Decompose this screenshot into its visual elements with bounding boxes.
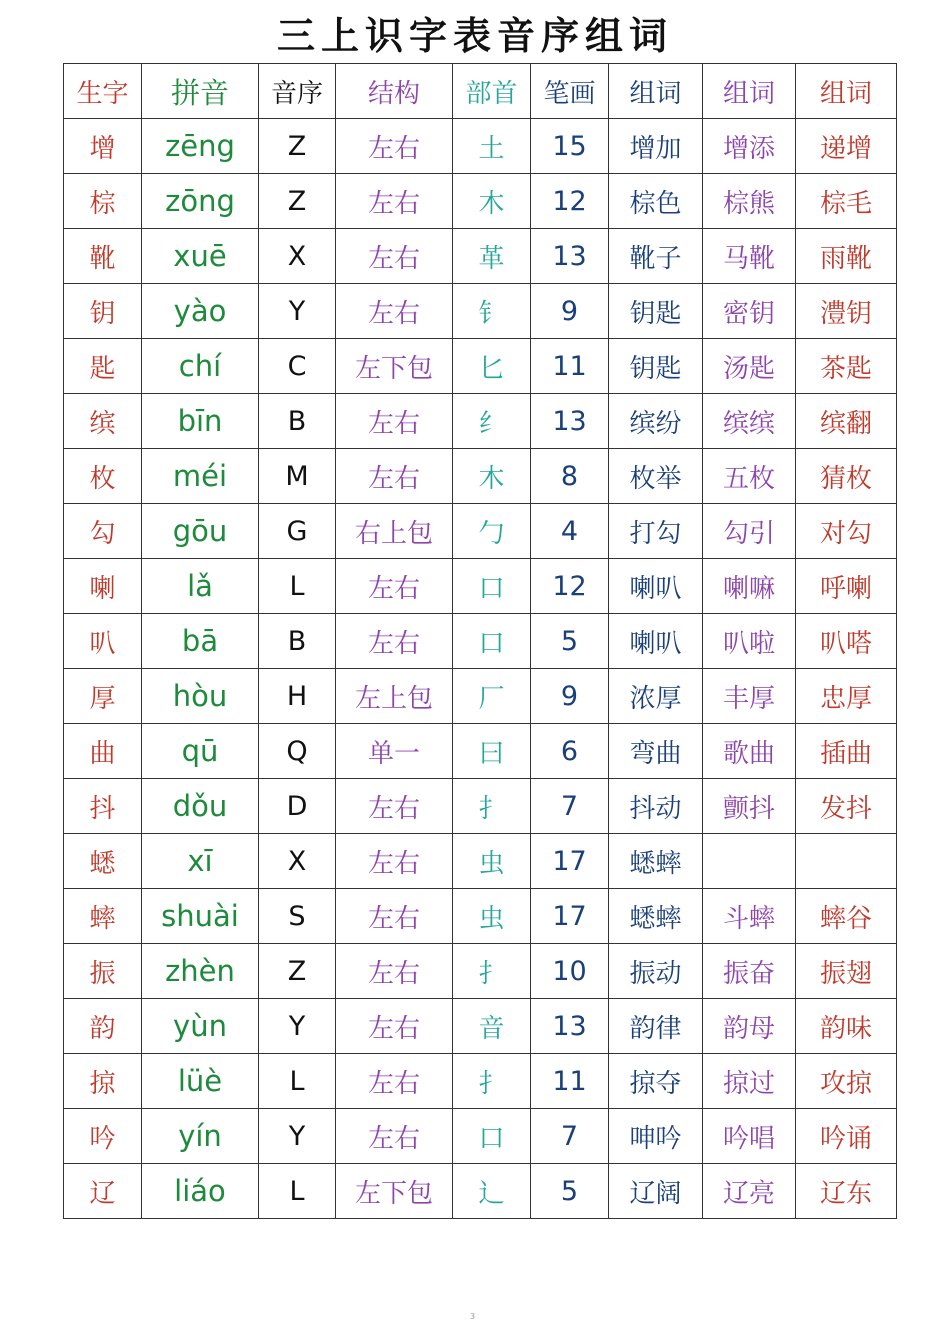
cell-pinyin: yào xyxy=(142,284,259,339)
cell-word-3: 对勾 xyxy=(796,504,897,559)
cell-order: Q xyxy=(259,724,336,779)
cell-word-2: 丰厚 xyxy=(703,669,796,724)
cell-radical: 土 xyxy=(453,119,531,174)
table-body xyxy=(64,119,897,1219)
cell-pinyin: shuài xyxy=(142,889,259,944)
page-number: 3 xyxy=(470,1312,476,1321)
cell-pinyin: gōu xyxy=(142,504,259,559)
cell-word-2: 增添 xyxy=(703,119,796,174)
header-word-3: 组词 xyxy=(796,64,897,119)
cell-strokes: 11 xyxy=(531,339,609,394)
cell-order: X xyxy=(259,229,336,284)
cell-char: 喇 xyxy=(64,559,142,614)
cell-word-3: 攻掠 xyxy=(796,1054,897,1109)
cell-structure: 左右 xyxy=(336,394,453,449)
cell-structure: 左右 xyxy=(336,834,453,889)
cell-char: 叭 xyxy=(64,614,142,669)
cell-order: X xyxy=(259,834,336,889)
cell-structure: 左右 xyxy=(336,284,453,339)
header-char: 生字 xyxy=(64,64,142,119)
cell-order: Z xyxy=(259,944,336,999)
cell-order: S xyxy=(259,889,336,944)
page-title: 三上识字表音序组词 xyxy=(276,14,673,58)
header-radical: 部首 xyxy=(453,64,531,119)
cell-strokes: 13 xyxy=(531,999,609,1054)
cell-word-2: 缤缤 xyxy=(703,394,796,449)
cell-word-3: 插曲 xyxy=(796,724,897,779)
header-strokes: 笔画 xyxy=(531,64,609,119)
cell-order: M xyxy=(259,449,336,504)
cell-pinyin: xī xyxy=(142,834,259,889)
cell-pinyin: qū xyxy=(142,724,259,779)
cell-structure: 左上包 xyxy=(336,669,453,724)
cell-char: 蟋 xyxy=(64,834,142,889)
cell-word-1: 蟋蟀 xyxy=(609,834,703,889)
cell-order: Y xyxy=(259,284,336,339)
table-row xyxy=(64,339,897,394)
cell-word-1: 枚举 xyxy=(609,449,703,504)
cell-strokes: 7 xyxy=(531,779,609,834)
header-word-1: 组词 xyxy=(609,64,703,119)
cell-order: D xyxy=(259,779,336,834)
table-row xyxy=(64,779,897,834)
cell-pinyin: hòu xyxy=(142,669,259,724)
cell-order: L xyxy=(259,1054,336,1109)
cell-word-2: 颤抖 xyxy=(703,779,796,834)
cell-word-2: 掠过 xyxy=(703,1054,796,1109)
cell-order: B xyxy=(259,394,336,449)
cell-radical: 勹 xyxy=(453,504,531,559)
cell-structure: 左右 xyxy=(336,559,453,614)
cell-word-1: 浓厚 xyxy=(609,669,703,724)
table-row xyxy=(64,889,897,944)
cell-word-3: 雨靴 xyxy=(796,229,897,284)
cell-radical: 扌 xyxy=(453,1054,531,1109)
cell-word-2: 密钥 xyxy=(703,284,796,339)
cell-word-1: 喇叭 xyxy=(609,559,703,614)
cell-char: 辽 xyxy=(64,1164,142,1219)
cell-word-2: 棕熊 xyxy=(703,174,796,229)
cell-word-3: 韵味 xyxy=(796,999,897,1054)
cell-structure: 左右 xyxy=(336,1054,453,1109)
table-row xyxy=(64,119,897,174)
cell-word-1: 喇叭 xyxy=(609,614,703,669)
cell-word-2: 歌曲 xyxy=(703,724,796,779)
cell-word-3: 呼喇 xyxy=(796,559,897,614)
cell-word-1: 棕色 xyxy=(609,174,703,229)
cell-word-1: 弯曲 xyxy=(609,724,703,779)
cell-word-3: 蟀谷 xyxy=(796,889,897,944)
cell-word-1: 辽阔 xyxy=(609,1164,703,1219)
cell-word-2: 辽亮 xyxy=(703,1164,796,1219)
cell-word-3: 猜枚 xyxy=(796,449,897,504)
cell-word-3: 茶匙 xyxy=(796,339,897,394)
cell-word-2: 叭啦 xyxy=(703,614,796,669)
cell-structure: 左右 xyxy=(336,1109,453,1164)
table-row xyxy=(64,999,897,1054)
cell-word-2: 振奋 xyxy=(703,944,796,999)
cell-char: 增 xyxy=(64,119,142,174)
cell-word-2: 勾引 xyxy=(703,504,796,559)
cell-structure: 左右 xyxy=(336,174,453,229)
cell-structure: 左右 xyxy=(336,779,453,834)
cell-strokes: 4 xyxy=(531,504,609,559)
cell-radical: 虫 xyxy=(453,834,531,889)
cell-strokes: 12 xyxy=(531,174,609,229)
cell-order: L xyxy=(259,559,336,614)
cell-pinyin: bā xyxy=(142,614,259,669)
cell-radical: 口 xyxy=(453,559,531,614)
cell-radical: 扌 xyxy=(453,779,531,834)
cell-char: 厚 xyxy=(64,669,142,724)
cell-structure: 左右 xyxy=(336,889,453,944)
table-row xyxy=(64,1109,897,1164)
cell-pinyin: zōng xyxy=(142,174,259,229)
cell-strokes: 5 xyxy=(531,614,609,669)
cell-structure: 左下包 xyxy=(336,1164,453,1219)
table-row xyxy=(64,834,897,889)
cell-word-3: 吟诵 xyxy=(796,1109,897,1164)
table-row xyxy=(64,394,897,449)
cell-word-3: 发抖 xyxy=(796,779,897,834)
table-row xyxy=(64,944,897,999)
cell-order: Y xyxy=(259,999,336,1054)
cell-radical: 音 xyxy=(453,999,531,1054)
header-word-2: 组词 xyxy=(703,64,796,119)
cell-pinyin: lǎ xyxy=(142,559,259,614)
cell-structure: 左右 xyxy=(336,449,453,504)
cell-word-2: 吟唱 xyxy=(703,1109,796,1164)
cell-radical: 木 xyxy=(453,174,531,229)
table-row xyxy=(64,229,897,284)
table-row xyxy=(64,1054,897,1109)
cell-word-3: 振翅 xyxy=(796,944,897,999)
cell-structure: 左下包 xyxy=(336,339,453,394)
cell-char: 韵 xyxy=(64,999,142,1054)
table-row xyxy=(64,559,897,614)
cell-strokes: 9 xyxy=(531,669,609,724)
cell-strokes: 8 xyxy=(531,449,609,504)
table-row xyxy=(64,174,897,229)
cell-pinyin: zhèn xyxy=(142,944,259,999)
cell-word-1: 抖动 xyxy=(609,779,703,834)
cell-word-1: 靴子 xyxy=(609,229,703,284)
cell-pinyin: yín xyxy=(142,1109,259,1164)
cell-char: 钥 xyxy=(64,284,142,339)
cell-strokes: 10 xyxy=(531,944,609,999)
cell-pinyin: dǒu xyxy=(142,779,259,834)
cell-char: 蟀 xyxy=(64,889,142,944)
cell-word-2: 韵母 xyxy=(703,999,796,1054)
cell-order: Z xyxy=(259,119,336,174)
cell-structure: 左右 xyxy=(336,229,453,284)
cell-word-1: 增加 xyxy=(609,119,703,174)
vocabulary-table xyxy=(63,63,897,1219)
cell-char: 缤 xyxy=(64,394,142,449)
cell-pinyin: liáo xyxy=(142,1164,259,1219)
cell-order: H xyxy=(259,669,336,724)
cell-word-3 xyxy=(796,834,897,889)
cell-char: 振 xyxy=(64,944,142,999)
header-row xyxy=(64,64,897,119)
cell-structure: 左右 xyxy=(336,614,453,669)
cell-char: 曲 xyxy=(64,724,142,779)
cell-char: 掠 xyxy=(64,1054,142,1109)
cell-strokes: 6 xyxy=(531,724,609,779)
cell-strokes: 13 xyxy=(531,229,609,284)
cell-word-1: 振动 xyxy=(609,944,703,999)
cell-order: L xyxy=(259,1164,336,1219)
cell-radical: 辶 xyxy=(453,1164,531,1219)
cell-radical: 革 xyxy=(453,229,531,284)
cell-strokes: 9 xyxy=(531,284,609,339)
cell-radical: 木 xyxy=(453,449,531,504)
table-row xyxy=(64,449,897,504)
cell-radical: 纟 xyxy=(453,394,531,449)
cell-word-2: 马靴 xyxy=(703,229,796,284)
header-structure: 结构 xyxy=(336,64,453,119)
cell-strokes: 7 xyxy=(531,1109,609,1164)
cell-word-2: 五枚 xyxy=(703,449,796,504)
cell-radical: 虫 xyxy=(453,889,531,944)
cell-order: Y xyxy=(259,1109,336,1164)
cell-strokes: 12 xyxy=(531,559,609,614)
cell-structure: 右上包 xyxy=(336,504,453,559)
cell-word-1: 呻吟 xyxy=(609,1109,703,1164)
cell-char: 靴 xyxy=(64,229,142,284)
table-row xyxy=(64,724,897,779)
cell-char: 吟 xyxy=(64,1109,142,1164)
table-row xyxy=(64,284,897,339)
cell-word-3: 递增 xyxy=(796,119,897,174)
header-pinyin: 拼音 xyxy=(142,64,259,119)
cell-radical: 口 xyxy=(453,1109,531,1164)
cell-word-3: 缤翻 xyxy=(796,394,897,449)
cell-char: 抖 xyxy=(64,779,142,834)
cell-order: C xyxy=(259,339,336,394)
cell-char: 枚 xyxy=(64,449,142,504)
cell-pinyin: lüè xyxy=(142,1054,259,1109)
cell-radical: 厂 xyxy=(453,669,531,724)
cell-word-1: 钥匙 xyxy=(609,339,703,394)
cell-word-2: 斗蟀 xyxy=(703,889,796,944)
cell-order: G xyxy=(259,504,336,559)
cell-structure: 左右 xyxy=(336,119,453,174)
cell-structure: 左右 xyxy=(336,944,453,999)
cell-pinyin: bīn xyxy=(142,394,259,449)
cell-word-1: 打勾 xyxy=(609,504,703,559)
cell-strokes: 17 xyxy=(531,834,609,889)
cell-word-3: 棕毛 xyxy=(796,174,897,229)
cell-order: Z xyxy=(259,174,336,229)
cell-pinyin: méi xyxy=(142,449,259,504)
cell-word-2: 喇嘛 xyxy=(703,559,796,614)
cell-structure: 单一 xyxy=(336,724,453,779)
cell-pinyin: chí xyxy=(142,339,259,394)
cell-radical: 钅 xyxy=(453,284,531,339)
cell-strokes: 13 xyxy=(531,394,609,449)
header-order: 音序 xyxy=(259,64,336,119)
table-row xyxy=(64,669,897,724)
cell-word-1: 韵律 xyxy=(609,999,703,1054)
cell-char: 勾 xyxy=(64,504,142,559)
cell-radical: 匕 xyxy=(453,339,531,394)
cell-word-1: 钥匙 xyxy=(609,284,703,339)
cell-pinyin: yùn xyxy=(142,999,259,1054)
cell-pinyin: zēng xyxy=(142,119,259,174)
table-row xyxy=(64,504,897,559)
cell-structure: 左右 xyxy=(336,999,453,1054)
cell-word-1: 缤纷 xyxy=(609,394,703,449)
table-row xyxy=(64,614,897,669)
cell-strokes: 15 xyxy=(531,119,609,174)
cell-word-1: 掠夺 xyxy=(609,1054,703,1109)
table-row xyxy=(64,1164,897,1219)
cell-char: 匙 xyxy=(64,339,142,394)
cell-pinyin: xuē xyxy=(142,229,259,284)
cell-word-1: 蟋蟀 xyxy=(609,889,703,944)
cell-char: 棕 xyxy=(64,174,142,229)
cell-word-3: 叭嗒 xyxy=(796,614,897,669)
cell-word-3: 澧钥 xyxy=(796,284,897,339)
cell-word-2: 汤匙 xyxy=(703,339,796,394)
cell-strokes: 17 xyxy=(531,889,609,944)
cell-radical: 曰 xyxy=(453,724,531,779)
cell-radical: 口 xyxy=(453,614,531,669)
cell-word-2 xyxy=(703,834,796,889)
cell-word-3: 忠厚 xyxy=(796,669,897,724)
cell-radical: 扌 xyxy=(453,944,531,999)
cell-strokes: 5 xyxy=(531,1164,609,1219)
cell-strokes: 11 xyxy=(531,1054,609,1109)
cell-word-3: 辽东 xyxy=(796,1164,897,1219)
cell-order: B xyxy=(259,614,336,669)
